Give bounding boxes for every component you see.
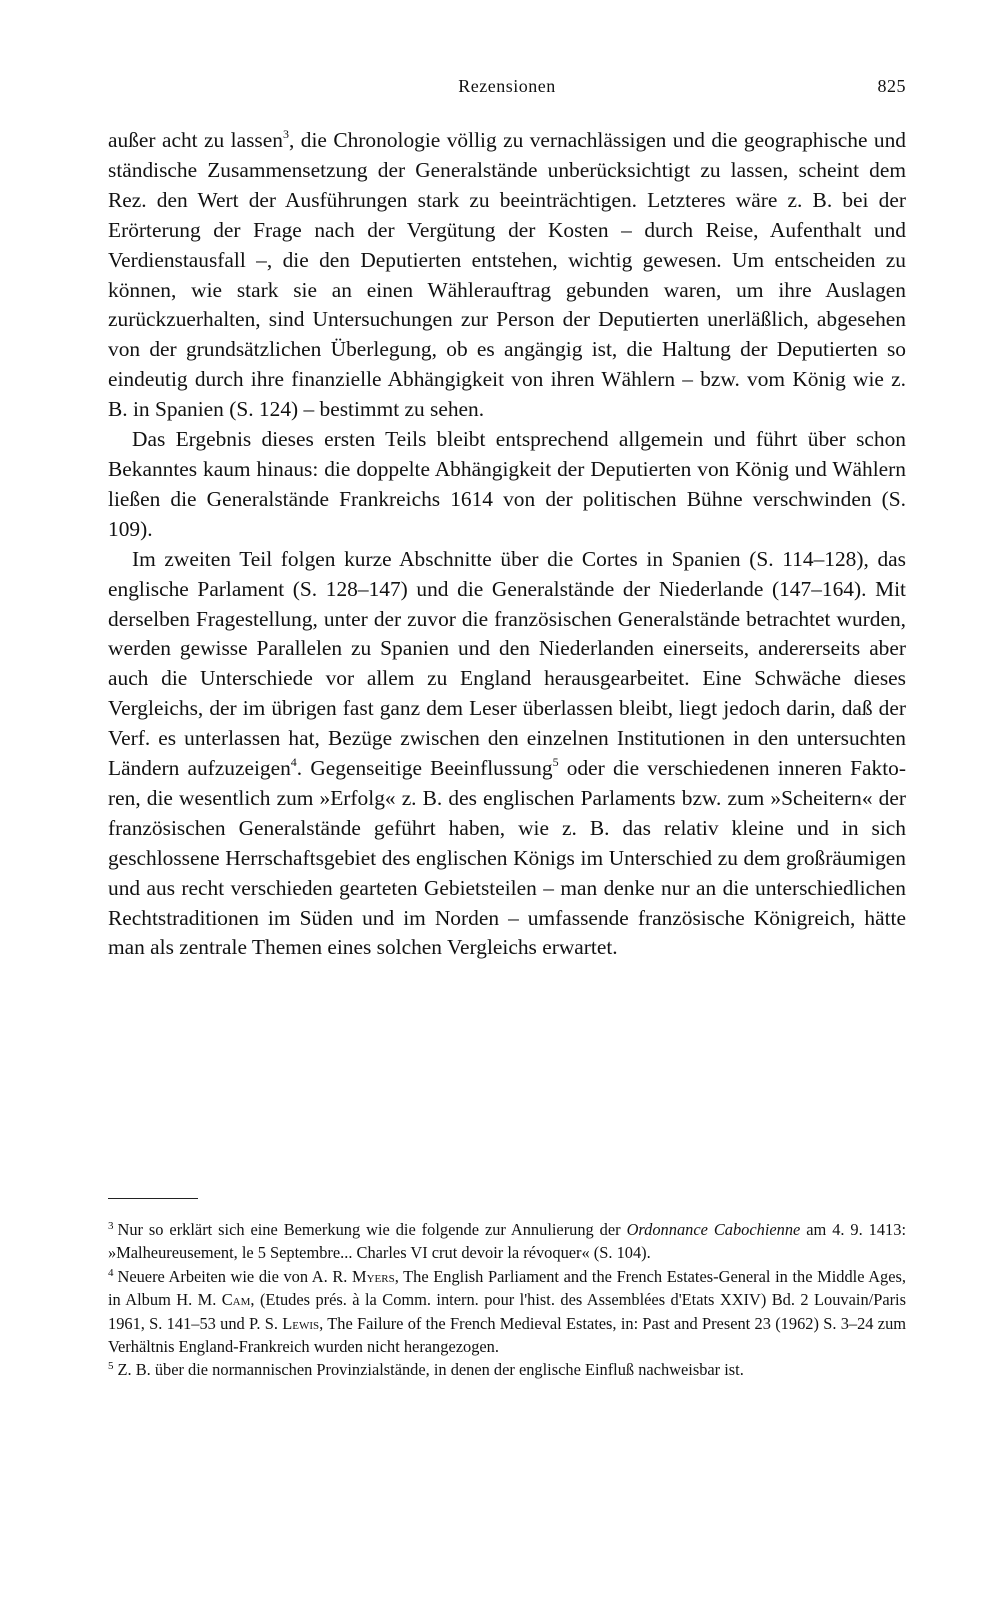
author-name: Myers — [352, 1266, 395, 1286]
text-run: , (Etudes prés. à la Comm. intern. pour l'hist. des Assemblées d'Etats XXIV) Bd. 2 Louvain/Paris 1961, S. 141–53 und P. S. — [108, 1290, 906, 1333]
text-run: Z. B. über die normannischen Provinzialstände, in denen der englische Einfluß nachweisbar ist. — [117, 1360, 744, 1380]
footnotes — [108, 1218, 906, 1382]
text-run: Nur so erklärt sich eine Bemerkung wie die folgende zur Annulierung der — [117, 1220, 627, 1239]
text-run: . Gegenseitige Beeinflussung — [296, 756, 553, 781]
main-text — [108, 126, 906, 963]
paragraph-3 — [108, 545, 906, 964]
author-name: Lewis — [282, 1313, 320, 1333]
footnote-ref-5[interactable]: 5 — [552, 755, 559, 770]
text-run: am 4. 9. 1413: »Malheureusement, le 5 Septembre... Charles VI crut devoir la révoquer« (S. 104). — [108, 1220, 906, 1263]
text-run: Im zweiten Teil folgen kurze Abschnitte über die Cortes in Spanien (S. 114–128), das englische Parlament (S. 128–147) und die Generalstände der Niederlande (147–164). Mit derselben Fragestellung, unter der zuvor die französischen Generalstände betrachtet wurden, werden gewisse Parallelen zu Spanien und den Niederlanden einerseits, andererseits aber auch die Unterschiede vor allem zu England herausgearbeitet. Eine Schwäche dieses Vergleichs, der im übrigen fast ganz dem Leser überlassen bleibt, liegt jedoch darin, daß der Verf. es unterlassen hat, Bezüge zwischen den einzelnen Institutionen in den untersuchten Ländern aufzuzeigen — [108, 546, 906, 781]
text-run: Neuere Arbeiten wie die von A. R. — [117, 1266, 353, 1286]
paragraph-2: Das Ergebnis dieses ersten Teils bleibt entsprechend allgemein und führt über schon Bekanntes kaum hinaus: die doppelte Abhängigkeit der Deputierten von König und Wählern ließen die Generalstände Frankreichs 1614 von der politischen Bühne verschwinden (S. 109). — [108, 427, 906, 541]
page-number: 825 — [877, 76, 906, 96]
text-run: außer acht zu lassen — [108, 128, 283, 152]
footnote-ref-3[interactable]: 3 — [282, 127, 289, 141]
text-run: , The Failure of the French Medieval Estates, in: Past and Present 23 (1962) S. 3–24 zum Verhältnis England-Frankreich wurden nicht herangezogen. — [108, 1313, 907, 1357]
italic-title: Ordonnance Cabochienne — [626, 1220, 801, 1239]
paragraph-1 — [108, 126, 906, 425]
footnote-ref-4[interactable]: 4 — [290, 755, 297, 770]
text-run: , die Chronologie völlig zu vernachlässigen und die geographische und ständische Zusammensetzung der Generalstände unberücksichtigt zu lassen, scheint dem Rez. den Wert der Ausführungen stark zu beeinträchtigen. Letzteres wäre z. B. bei der Erörterung der Frage nach der Vergütung der Kosten – durch Reise, Aufenthalt und Verdienstausfall –, die den Deputierten entstehen, wichtig gewesen. Um entscheiden zu können, wie stark sie an einen Wählerauftrag gebunden waren, um ihre Auslagen zurückzuerhalten, sind Untersuchungen zur Person der Deputierten unerläßlich, abgesehen von der grundsätzlichen Überlegung, ob es angängig ist, die Haltung der Deputierten so eindeutig durch ihre finanzielle Abhängigkeit von ihren Wählern – bzw. vom König wie z. B. in Spanien (S. 124) – bestimmt zu sehen. — [108, 128, 906, 422]
footnote-3 — [108, 1218, 906, 1265]
text-run: , The English Parliament and the French Estates-General in the Middle Ages, in Album H. M. — [108, 1266, 906, 1310]
text-run: oder die verschiedenen inneren Faktoren, die wesentlich zum »Erfolg« z. B. des englischen Parlaments bzw. zum »Scheitern« der französischen Generalstände geführt haben, wie z. B. das relativ kleine und in sich geschlossene Herrschaftsgebiet des englischen Königs im Unterschied zu dem großräumigen und aus recht verschieden gearteten Gebietsteilen – man denke nur an die unterschiedlichen Rechtstraditionen im Süden und im Norden – umfassende französische Königreich, hätte man als zentrale Themen eines solchen Vergleichs erwartet. — [108, 756, 906, 960]
footnote-marker: 3 — [108, 1220, 114, 1232]
footnote-5 — [108, 1358, 906, 1381]
author-name: Cam — [221, 1290, 251, 1310]
footnote-marker: 4 — [108, 1266, 114, 1279]
running-title: Rezensionen — [458, 76, 556, 96]
footnote-4 — [108, 1265, 906, 1359]
footnote-marker: 5 — [108, 1360, 114, 1373]
footnote-divider — [108, 1198, 198, 1199]
running-head — [108, 76, 906, 106]
